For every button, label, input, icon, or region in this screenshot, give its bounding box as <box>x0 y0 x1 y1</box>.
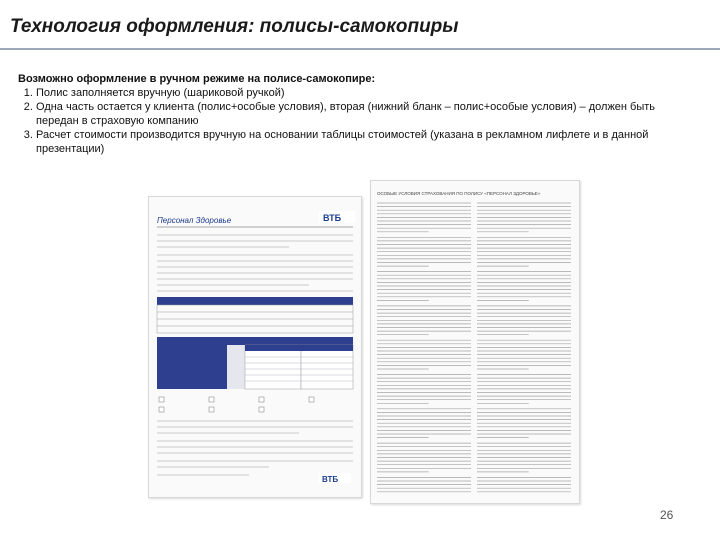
policy-form-illustration <box>149 197 361 497</box>
body-heading: Возможно оформление в ручном режиме на полисе-самокопире: <box>18 73 376 85</box>
slide-body <box>18 72 668 156</box>
footer-logo <box>319 473 351 484</box>
step-item: 3. Расчет стоимости производится вручную на основании таблицы стоимостей (указана в рекламном лифлете и в данной презентации) <box>36 128 668 156</box>
special-conditions-heading: ОСОБЫЕ УСЛОВИЯ СТРАХОВАНИЯ ПО ПОЛИСУ «ПЕРСОНАЛ ЗДОРОВЬЕ» <box>377 191 541 196</box>
svg-text:ВТБ: ВТБ <box>322 475 339 484</box>
policy-form-image <box>148 196 362 498</box>
step-item: 1. Полис заполняется вручную (шариковой ручкой) <box>36 86 668 100</box>
page-number: 26 <box>660 508 674 522</box>
price-table <box>157 345 353 389</box>
special-conditions-image <box>370 180 580 504</box>
special-conditions-illustration <box>371 181 579 503</box>
policy-form-heading: Персонал Здоровье <box>157 216 232 225</box>
title-divider <box>0 48 720 50</box>
steps-list <box>18 86 668 156</box>
brand-logo <box>319 211 355 223</box>
text-lines <box>377 203 571 492</box>
svg-text:ВТБ: ВТБ <box>323 213 342 223</box>
slide-title: Технология оформления: полисы-самокопиры <box>10 16 459 37</box>
step-item: 2. Одна часть остается у клиента (полис+особые условия), вторая (нижний бланк – полис+особые условия) – должен быть передан в страховую компанию <box>36 100 668 128</box>
